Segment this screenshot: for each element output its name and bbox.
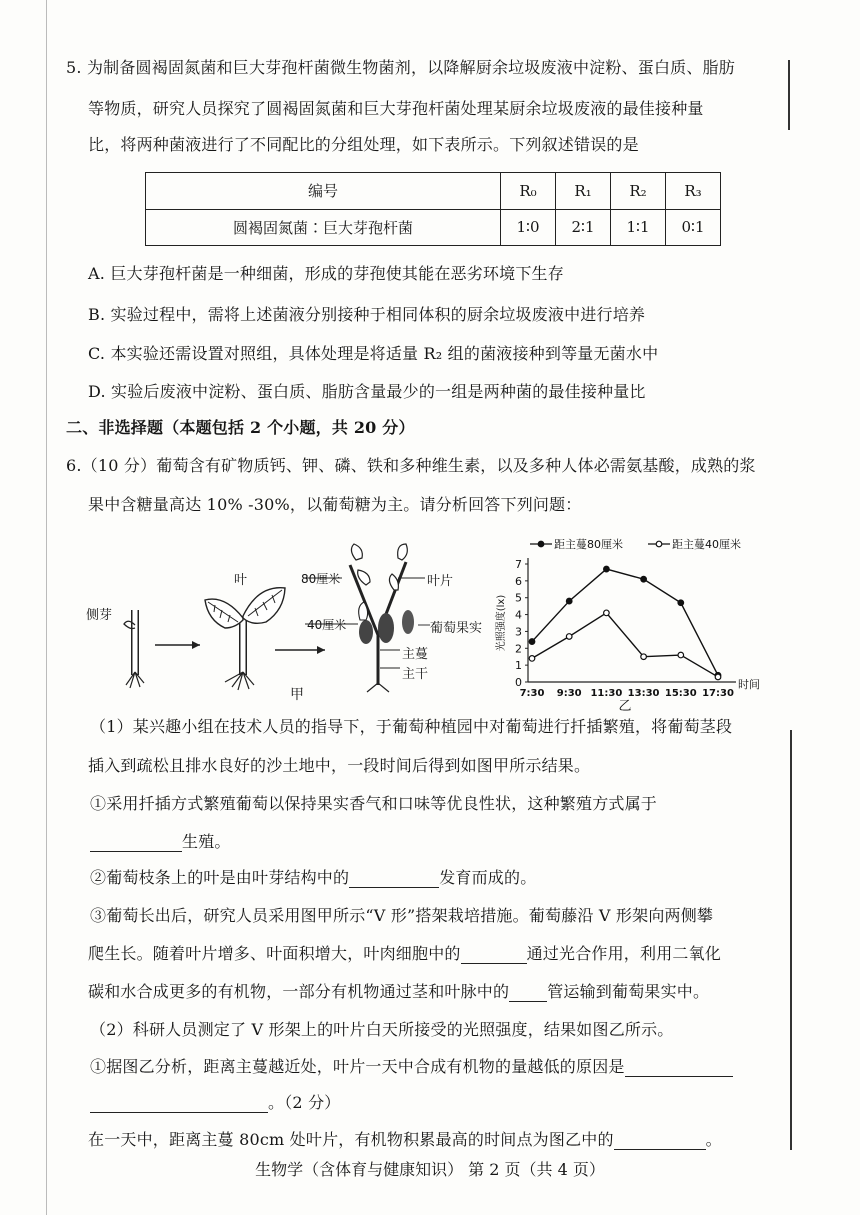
- series-line-2: [532, 613, 718, 677]
- table-cell: 2∶1: [556, 209, 611, 246]
- label-guoshi: 葡萄果实: [430, 621, 483, 636]
- cutting-stage-2: [205, 588, 285, 690]
- part1-q1: ①采用扦插方式繁殖葡萄以保持果实香气和口味等优良性状，这种繁殖方式属于: [90, 794, 658, 813]
- part1-q1-end: 生殖。: [182, 832, 231, 851]
- part2-q2-end: 。: [705, 1130, 722, 1149]
- figure-label-yi: 乙: [618, 699, 632, 712]
- q6-line: 6.（10 分）葡萄含有矿物质钙、钾、磷、铁和多种维生素，以及多种人体必需氨基酸，成熟的浆: [66, 456, 756, 475]
- part1-q3-text: 爬生长。随着叶片增多、叶面积增大，叶肉细胞中的: [88, 944, 461, 963]
- option-b: B. 实验过程中，需将上述菌液分别接种于相同体积的厨余垃圾废液中进行培养: [88, 305, 646, 324]
- y-axis-label: 光照强度(lx): [496, 594, 507, 652]
- part1-q1-answer: [90, 832, 231, 852]
- part1-q3-text: 管运输到葡萄果实中。: [547, 982, 710, 1001]
- x-tick-label: 17:30: [702, 688, 734, 699]
- data-point: [715, 674, 721, 680]
- y-tick-label: 0: [515, 676, 522, 689]
- table-row: [146, 209, 721, 246]
- table-header-cell: R₃: [666, 173, 721, 210]
- part1-q3: ③葡萄长出后，研究人员采用图甲所示“V 形”搭架栽培措施。葡萄藤沿 V 形架向两侧攀: [90, 906, 714, 925]
- option-a: A. 巨大芽孢杆菌是一种细菌，形成的芽孢使其能在恶劣环境下生存: [88, 264, 564, 283]
- x-tick-label: 13:30: [627, 688, 660, 699]
- ratio-table: [145, 172, 721, 246]
- answer-blank[interactable]: [90, 1094, 268, 1113]
- table-cell: 1∶1: [611, 209, 666, 246]
- label-zhuman: 主蔓: [402, 647, 429, 662]
- series-line-1: [532, 569, 718, 675]
- y-tick-label: 4: [515, 608, 522, 622]
- x-tick-label: 7:30: [519, 688, 545, 699]
- part2-q2: [88, 1130, 722, 1150]
- data-point: [678, 652, 684, 658]
- binding-line: [46, 0, 47, 1215]
- part1-q3-line2: [88, 944, 721, 964]
- x-axis-label: 时间: [738, 678, 760, 691]
- part1-intro: 插入到疏松且排水良好的沙土地中，一段时间后得到如图甲所示结果。: [88, 756, 591, 775]
- table-header-cell: 编号: [146, 173, 501, 210]
- table-header-cell: R₂: [611, 173, 666, 210]
- q5-line: 等物质，研究人员探究了圆褐固氮菌和巨大芽孢杆菌处理某厨余垃圾废液的最佳接种量: [88, 99, 704, 118]
- answer-blank[interactable]: [509, 983, 547, 1002]
- page-footer: 生物学（含体育与健康知识） 第 2 页（共 4 页）: [255, 1160, 605, 1179]
- table-cell: 0∶1: [666, 209, 721, 246]
- table-header-cell: R₀: [501, 173, 556, 210]
- page-edge-mark: [790, 730, 792, 1150]
- page-edge-mark: [788, 60, 790, 130]
- y-tick-label: 2: [515, 642, 522, 656]
- data-point: [641, 576, 647, 582]
- answer-blank[interactable]: [461, 945, 527, 964]
- label-zhugan: 主干: [402, 667, 429, 682]
- part1-q2: [90, 868, 536, 888]
- data-point: [604, 610, 610, 616]
- part1-q3-text: 碳和水合成更多的有机物，一部分有机物通过茎和叶脉中的: [88, 982, 510, 1001]
- label-ceya: 侧芽: [86, 608, 113, 623]
- legend-entry: 距主蔓40厘米: [672, 538, 741, 551]
- answer-blank[interactable]: [625, 1058, 733, 1077]
- data-point: [641, 654, 647, 660]
- table-cell: 圆褐固氮菌∶巨大芽孢杆菌: [146, 209, 501, 246]
- figure-yi-chart: [490, 532, 770, 712]
- part1-q3-text: 通过光合作用，利用二氧化: [526, 944, 722, 963]
- answer-blank[interactable]: [614, 1131, 706, 1150]
- y-tick-label: 5: [515, 591, 522, 605]
- data-point: [566, 598, 572, 604]
- part2-q1: [90, 1057, 733, 1077]
- table-header-cell: R₁: [556, 173, 611, 210]
- x-tick-label: 11:30: [590, 688, 623, 699]
- x-tick-label: 9:30: [556, 688, 582, 699]
- arrow-2-head: [317, 646, 325, 654]
- part2-q2-text: 在一天中，距离主蔓 80cm 处叶片，有机物积累最高的时间点为图乙中的: [88, 1130, 614, 1149]
- x-tick-label: 15:30: [664, 688, 697, 699]
- table-cell: 1∶0: [501, 209, 556, 246]
- legend-entry: 距主蔓80厘米: [554, 538, 623, 551]
- q5-line: 比，将两种菌液进行了不同配比的分组处理，如下表所示。下列叙述错误的是: [88, 135, 639, 154]
- cutting-stage-1: [124, 610, 144, 688]
- y-tick-label: 6: [515, 574, 522, 588]
- part1-intro: （1）某兴趣小组在技术人员的指导下，于葡萄种植园中对葡萄进行扦插繁殖，将葡萄茎段: [90, 717, 733, 736]
- label-40cm: 40厘米: [307, 618, 347, 632]
- arrow-1-head: [192, 641, 200, 649]
- figure-label-jia: 甲: [290, 687, 304, 703]
- answer-blank[interactable]: [90, 833, 182, 852]
- points-note: 。（2 分）: [268, 1093, 341, 1112]
- legend-marker: [538, 541, 544, 547]
- y-tick-label: 1: [515, 659, 522, 673]
- label-ye: 叶: [234, 573, 248, 588]
- option-c: C. 本实验还需设置对照组，具体处理是将适量 R₂ 组的菌液接种到等量无菌水中: [88, 344, 659, 363]
- label-yepian: 叶片: [427, 574, 454, 589]
- q6-line: 果中含糖量高达 10% -30%，以葡萄糖为主。请分析回答下列问题：: [88, 495, 582, 514]
- part1-q3-line3: [88, 982, 709, 1002]
- data-point: [529, 656, 535, 662]
- legend-marker: [656, 541, 662, 547]
- part1-q2-end: 发育而成的。: [439, 868, 537, 887]
- data-point: [529, 639, 535, 645]
- answer-blank[interactable]: [349, 869, 439, 888]
- data-point: [678, 600, 684, 606]
- table-row: [146, 173, 721, 210]
- part2-q1-text: ①据图乙分析，距离主蔓越近处，叶片一天中合成有机物的量越低的原因是: [90, 1057, 625, 1076]
- y-tick-label: 7: [515, 558, 522, 571]
- part1-q2-start: ②葡萄枝条上的叶是由叶芽结构中的: [90, 868, 350, 887]
- q5-line: 5. 为制备圆褐固氮菌和巨大芽孢杆菌微生物菌剂，以降解厨余垃圾废液中淀粉、蛋白质、脂肪: [66, 58, 735, 77]
- option-d: D. 实验后废液中淀粉、蛋白质、脂肪含量最少的一组是两种菌的最佳接种量比: [88, 382, 646, 401]
- data-point: [604, 566, 610, 572]
- part2-q1-cont: [90, 1093, 340, 1113]
- y-tick-label: 3: [515, 625, 522, 639]
- data-point: [566, 634, 572, 640]
- part2-intro: （2）科研人员测定了 V 形架上的叶片白天所接受的光照强度，结果如图乙所示。: [90, 1020, 674, 1039]
- section-heading: 二、非选择题（本题包括 2 个小题，共 20 分）: [66, 418, 415, 437]
- label-80cm: 80厘米: [301, 572, 341, 586]
